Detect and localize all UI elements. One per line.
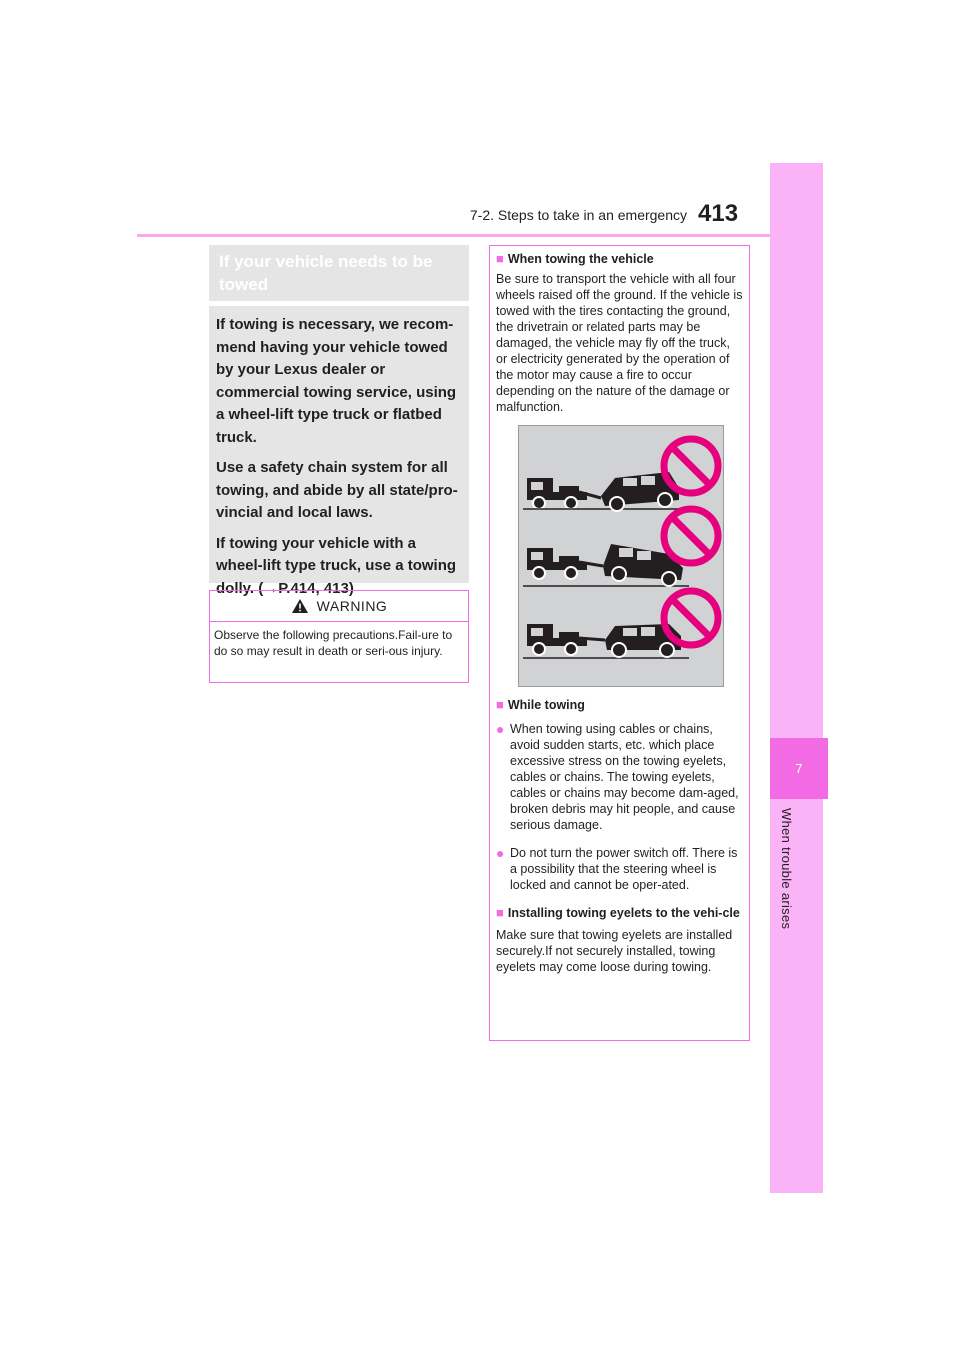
header-rule xyxy=(137,234,770,237)
bullet-text: Do not turn the power switch off. There is a possibility that the steering wheel is locked and cannot be oper-ated. xyxy=(510,846,738,892)
subheading-while-towing xyxy=(496,697,743,713)
installing-eyelets-body: Make sure that towing eyelets are installed securely.If not securely installed, towing eyelets may come loose during towing. xyxy=(496,928,733,974)
notes-box xyxy=(489,245,750,1041)
towing-prohibited-illustration xyxy=(518,425,724,687)
running-header-section: 7-2. Steps to take in an emergency xyxy=(469,207,687,223)
intro-box xyxy=(209,306,469,597)
square-bullet-icon: ■ xyxy=(496,251,504,266)
when-towing-body: Be sure to transport the vehicle with all four wheels raised off the ground. If the vehicle is towed with the tires contacting the ground, the drivetrain or related parts may be damaged, the vehicle may fly off the truck, or electricity generated by the operation of the motor may cause a fire to occur depending on the nature of the damage or malfunction. xyxy=(496,272,743,414)
intro-paragraph-3: If towing your vehicle with a wheel-lift type truck, use a towing dolly. (→P.414, 413) xyxy=(216,534,457,597)
warning-body: Observe the following precautions.Fail-ure to do so may result in death or seri-ous injury. xyxy=(214,628,453,658)
towing-illustration-svg xyxy=(519,426,725,688)
chapter-side-tab xyxy=(770,163,823,1193)
prohibit-sign-icon-3 xyxy=(664,591,718,645)
prohibit-sign-icon-1 xyxy=(664,439,718,493)
intro-paragraph-2: Use a safety chain system for all towing, and abide by all state/pro-vincial and local laws. xyxy=(216,459,458,521)
subheading-installing-eyelets xyxy=(496,905,743,921)
chapter-label: When trouble arises xyxy=(779,808,794,930)
subheading-when-towing-text: When towing the vehicle xyxy=(507,252,654,266)
subheading-while-towing-text: While towing xyxy=(507,698,585,712)
subheading-when-towing xyxy=(496,251,743,267)
bullet-dot-icon: ● xyxy=(496,845,505,861)
chapter-number-tab: 7 xyxy=(770,738,828,799)
prohibit-sign-icon-2 xyxy=(664,509,718,563)
page-number: 413 xyxy=(698,200,739,227)
square-bullet-icon: ■ xyxy=(496,905,504,920)
warning-title: WARNING xyxy=(316,598,388,614)
bullet-text: When towing using cables or chains, avoid sudden starts, etc. which place excessive stress on the towing eyelets, cables or chains. The towing eyelets, cables or chains may become dam-aged, broken debris may hit people, and cause serious damage. xyxy=(510,722,739,832)
square-bullet-icon: ■ xyxy=(496,697,504,712)
section-heading: If your vehicle needs to be towed xyxy=(209,245,469,301)
subheading-installing-eyelets-text: Installing towing eyelets to the vehi-cle xyxy=(507,906,740,920)
warning-box xyxy=(209,590,469,683)
bullet-item xyxy=(496,721,743,833)
bullet-item xyxy=(496,845,743,893)
bullet-dot-icon: ● xyxy=(496,721,505,737)
intro-paragraph-1: If towing is necessary, we recom-mend having your vehicle towed by your Lexus dealer or commercial towing service, using a wheel-lift type truck or flatbed truck. xyxy=(216,316,457,446)
warning-header xyxy=(210,591,468,622)
warning-triangle-icon xyxy=(291,598,309,614)
